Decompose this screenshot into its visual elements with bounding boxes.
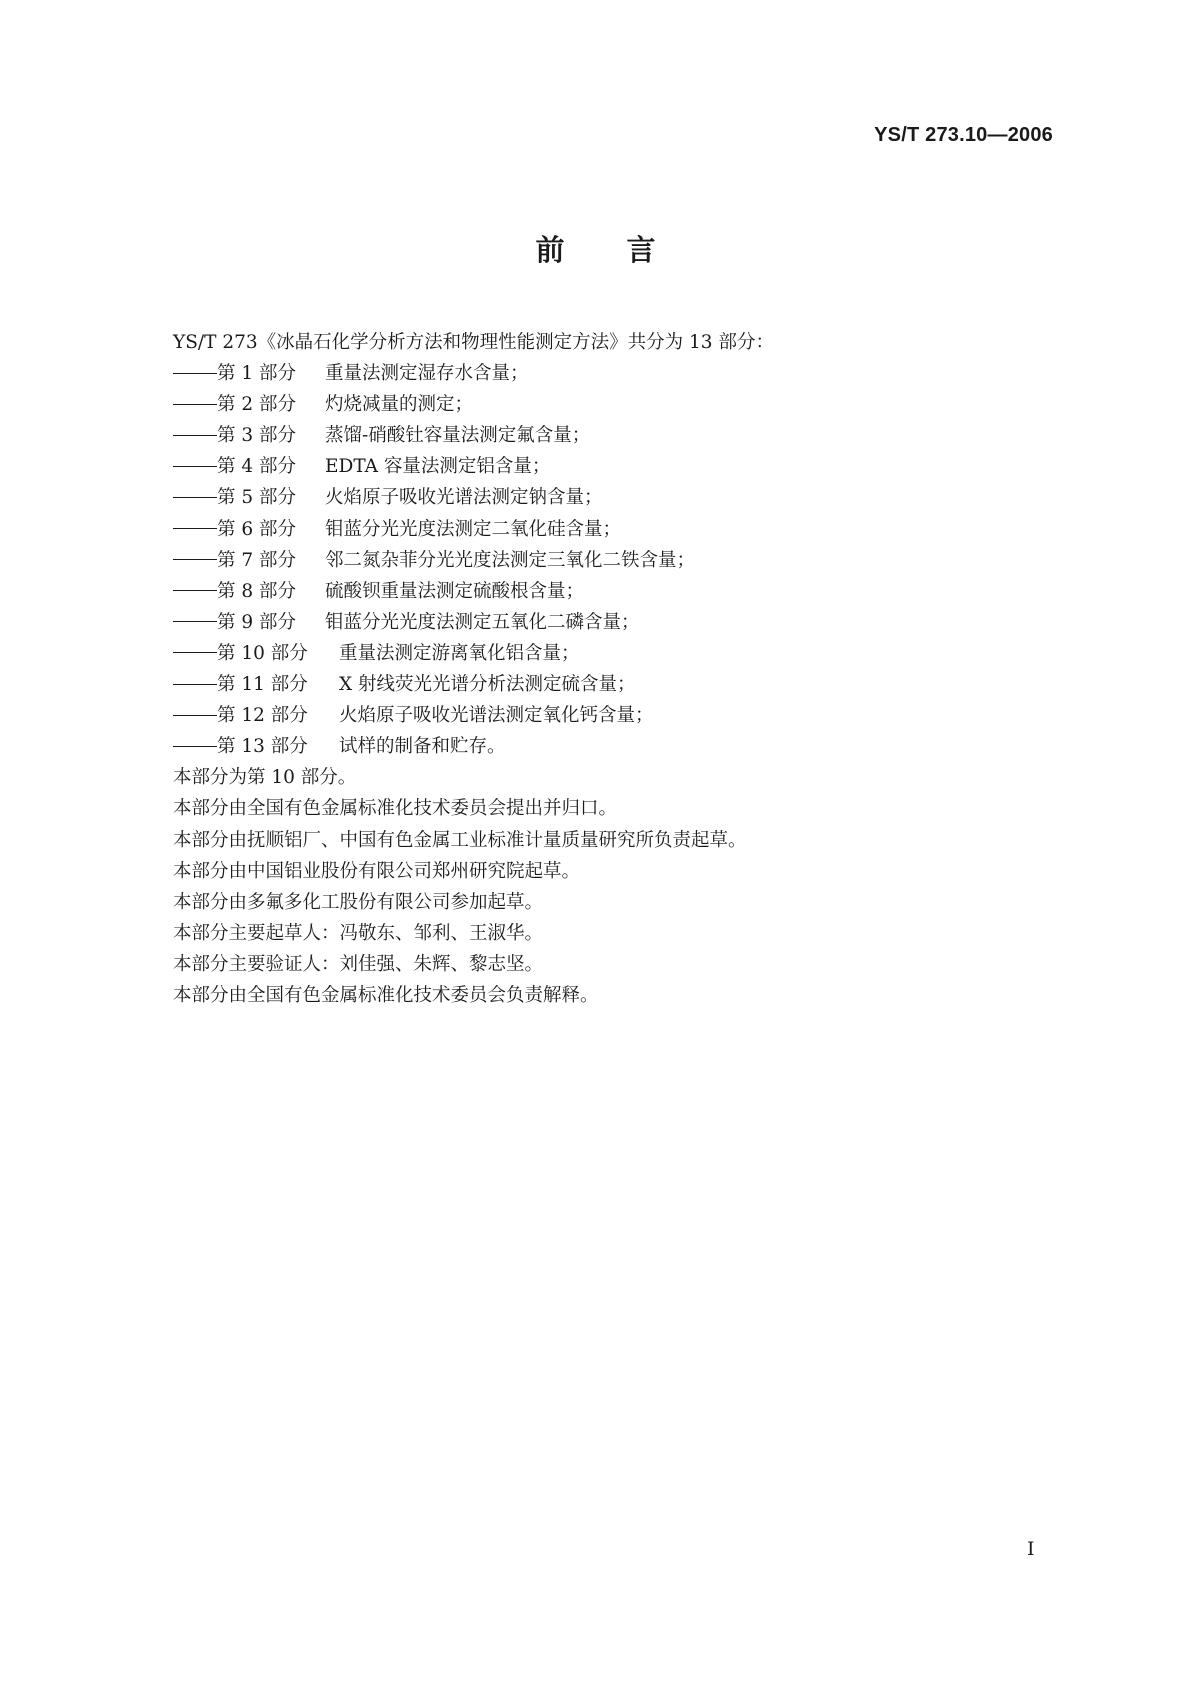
part-label: 第 5 部分 xyxy=(217,487,297,509)
part-title: 火焰原子吸收光谱法测定钠含量； xyxy=(325,487,603,509)
em-dash xyxy=(173,590,217,591)
em-dash xyxy=(173,621,217,622)
part-label: 第 1 部分 xyxy=(217,363,297,385)
em-dash xyxy=(173,652,217,653)
part-item xyxy=(173,576,1073,607)
part-item xyxy=(173,482,1073,513)
part-title: 试样的制备和贮存。 xyxy=(339,736,506,758)
em-dash xyxy=(173,746,217,747)
part-label: 第 7 部分 xyxy=(217,549,297,571)
em-dash xyxy=(173,497,217,498)
standard-number: YS/T 273.10—2006 xyxy=(874,124,1053,146)
part-label: 第 9 部分 xyxy=(217,611,297,633)
part-title: 邻二氮杂菲分光光度法测定三氧化二铁含量； xyxy=(325,549,696,571)
em-dash xyxy=(173,435,217,436)
part-item xyxy=(173,700,1073,731)
paragraph: 本部分由中国铝业股份有限公司郑州研究院起草。 xyxy=(173,860,581,882)
em-dash xyxy=(173,404,217,405)
em-dash xyxy=(173,373,217,374)
part-label: 第 11 部分 xyxy=(217,674,308,696)
em-dash xyxy=(173,466,217,467)
page-title-char-2: 言 xyxy=(626,233,656,267)
part-title: 钼蓝分光光度法测定五氧化二磷含量； xyxy=(325,611,640,633)
intro-paragraph: YS/T 273《冰晶石化学分析方法和物理性能测定方法》共分为 13 部分： xyxy=(173,332,774,353)
paragraph: 本部分由全国有色金属标准化技术委员会负责解释。 xyxy=(173,984,599,1006)
paragraph: 本部分由多氟多化工股份有限公司参加起草。 xyxy=(173,891,544,913)
foreword-body xyxy=(173,327,1073,1011)
part-label: 第 2 部分 xyxy=(217,394,297,416)
part-item xyxy=(173,358,1073,389)
part-title: 钼蓝分光光度法测定二氧化硅含量； xyxy=(325,518,622,540)
part-title: EDTA 容量法测定铝含量； xyxy=(325,456,551,478)
paragraph: 本部分为第 10 部分。 xyxy=(173,767,357,789)
em-dash xyxy=(173,684,217,685)
part-item xyxy=(173,669,1073,700)
em-dash xyxy=(173,559,217,560)
part-item xyxy=(173,607,1073,638)
part-label: 第 12 部分 xyxy=(217,705,308,727)
part-label: 第 10 部分 xyxy=(217,642,308,664)
page-title-char-1: 前 xyxy=(535,233,565,267)
paragraph: 本部分由全国有色金属标准化技术委员会提出并归口。 xyxy=(173,798,618,820)
paragraph: 本部分由抚顺铝厂、中国有色金属工业标准计量质量研究所负责起草。 xyxy=(173,829,747,851)
part-item xyxy=(173,638,1073,669)
paragraph: 本部分主要验证人：刘佳强、朱辉、黎志坚。 xyxy=(173,953,544,975)
part-label: 第 3 部分 xyxy=(217,425,297,447)
part-title: 蒸馏-硝酸钍容量法测定氟含量； xyxy=(325,425,591,447)
part-label: 第 8 部分 xyxy=(217,580,297,602)
part-title: 灼烧减量的测定； xyxy=(325,394,474,416)
page-number: I xyxy=(1027,1538,1035,1560)
em-dash xyxy=(173,528,217,529)
part-item xyxy=(173,451,1073,482)
part-title: X 射线荧光光谱分析法测定硫含量； xyxy=(339,674,636,696)
part-title: 重量法测定游离氧化铝含量； xyxy=(339,642,580,664)
part-label: 第 13 部分 xyxy=(217,736,308,758)
page-title xyxy=(0,228,1191,269)
part-title: 火焰原子吸收光谱法测定氧化钙含量； xyxy=(339,705,654,727)
part-label: 第 4 部分 xyxy=(217,456,297,478)
part-item xyxy=(173,514,1073,545)
paragraph: 本部分主要起草人：冯敬东、邹利、王淑华。 xyxy=(173,922,544,944)
part-title: 重量法测定湿存水含量； xyxy=(325,363,529,385)
part-item xyxy=(173,545,1073,576)
part-item xyxy=(173,731,1073,762)
part-title: 硫酸钡重量法测定硫酸根含量； xyxy=(325,580,585,602)
part-label: 第 6 部分 xyxy=(217,518,297,540)
part-item xyxy=(173,420,1073,451)
part-item xyxy=(173,389,1073,420)
em-dash xyxy=(173,715,217,716)
